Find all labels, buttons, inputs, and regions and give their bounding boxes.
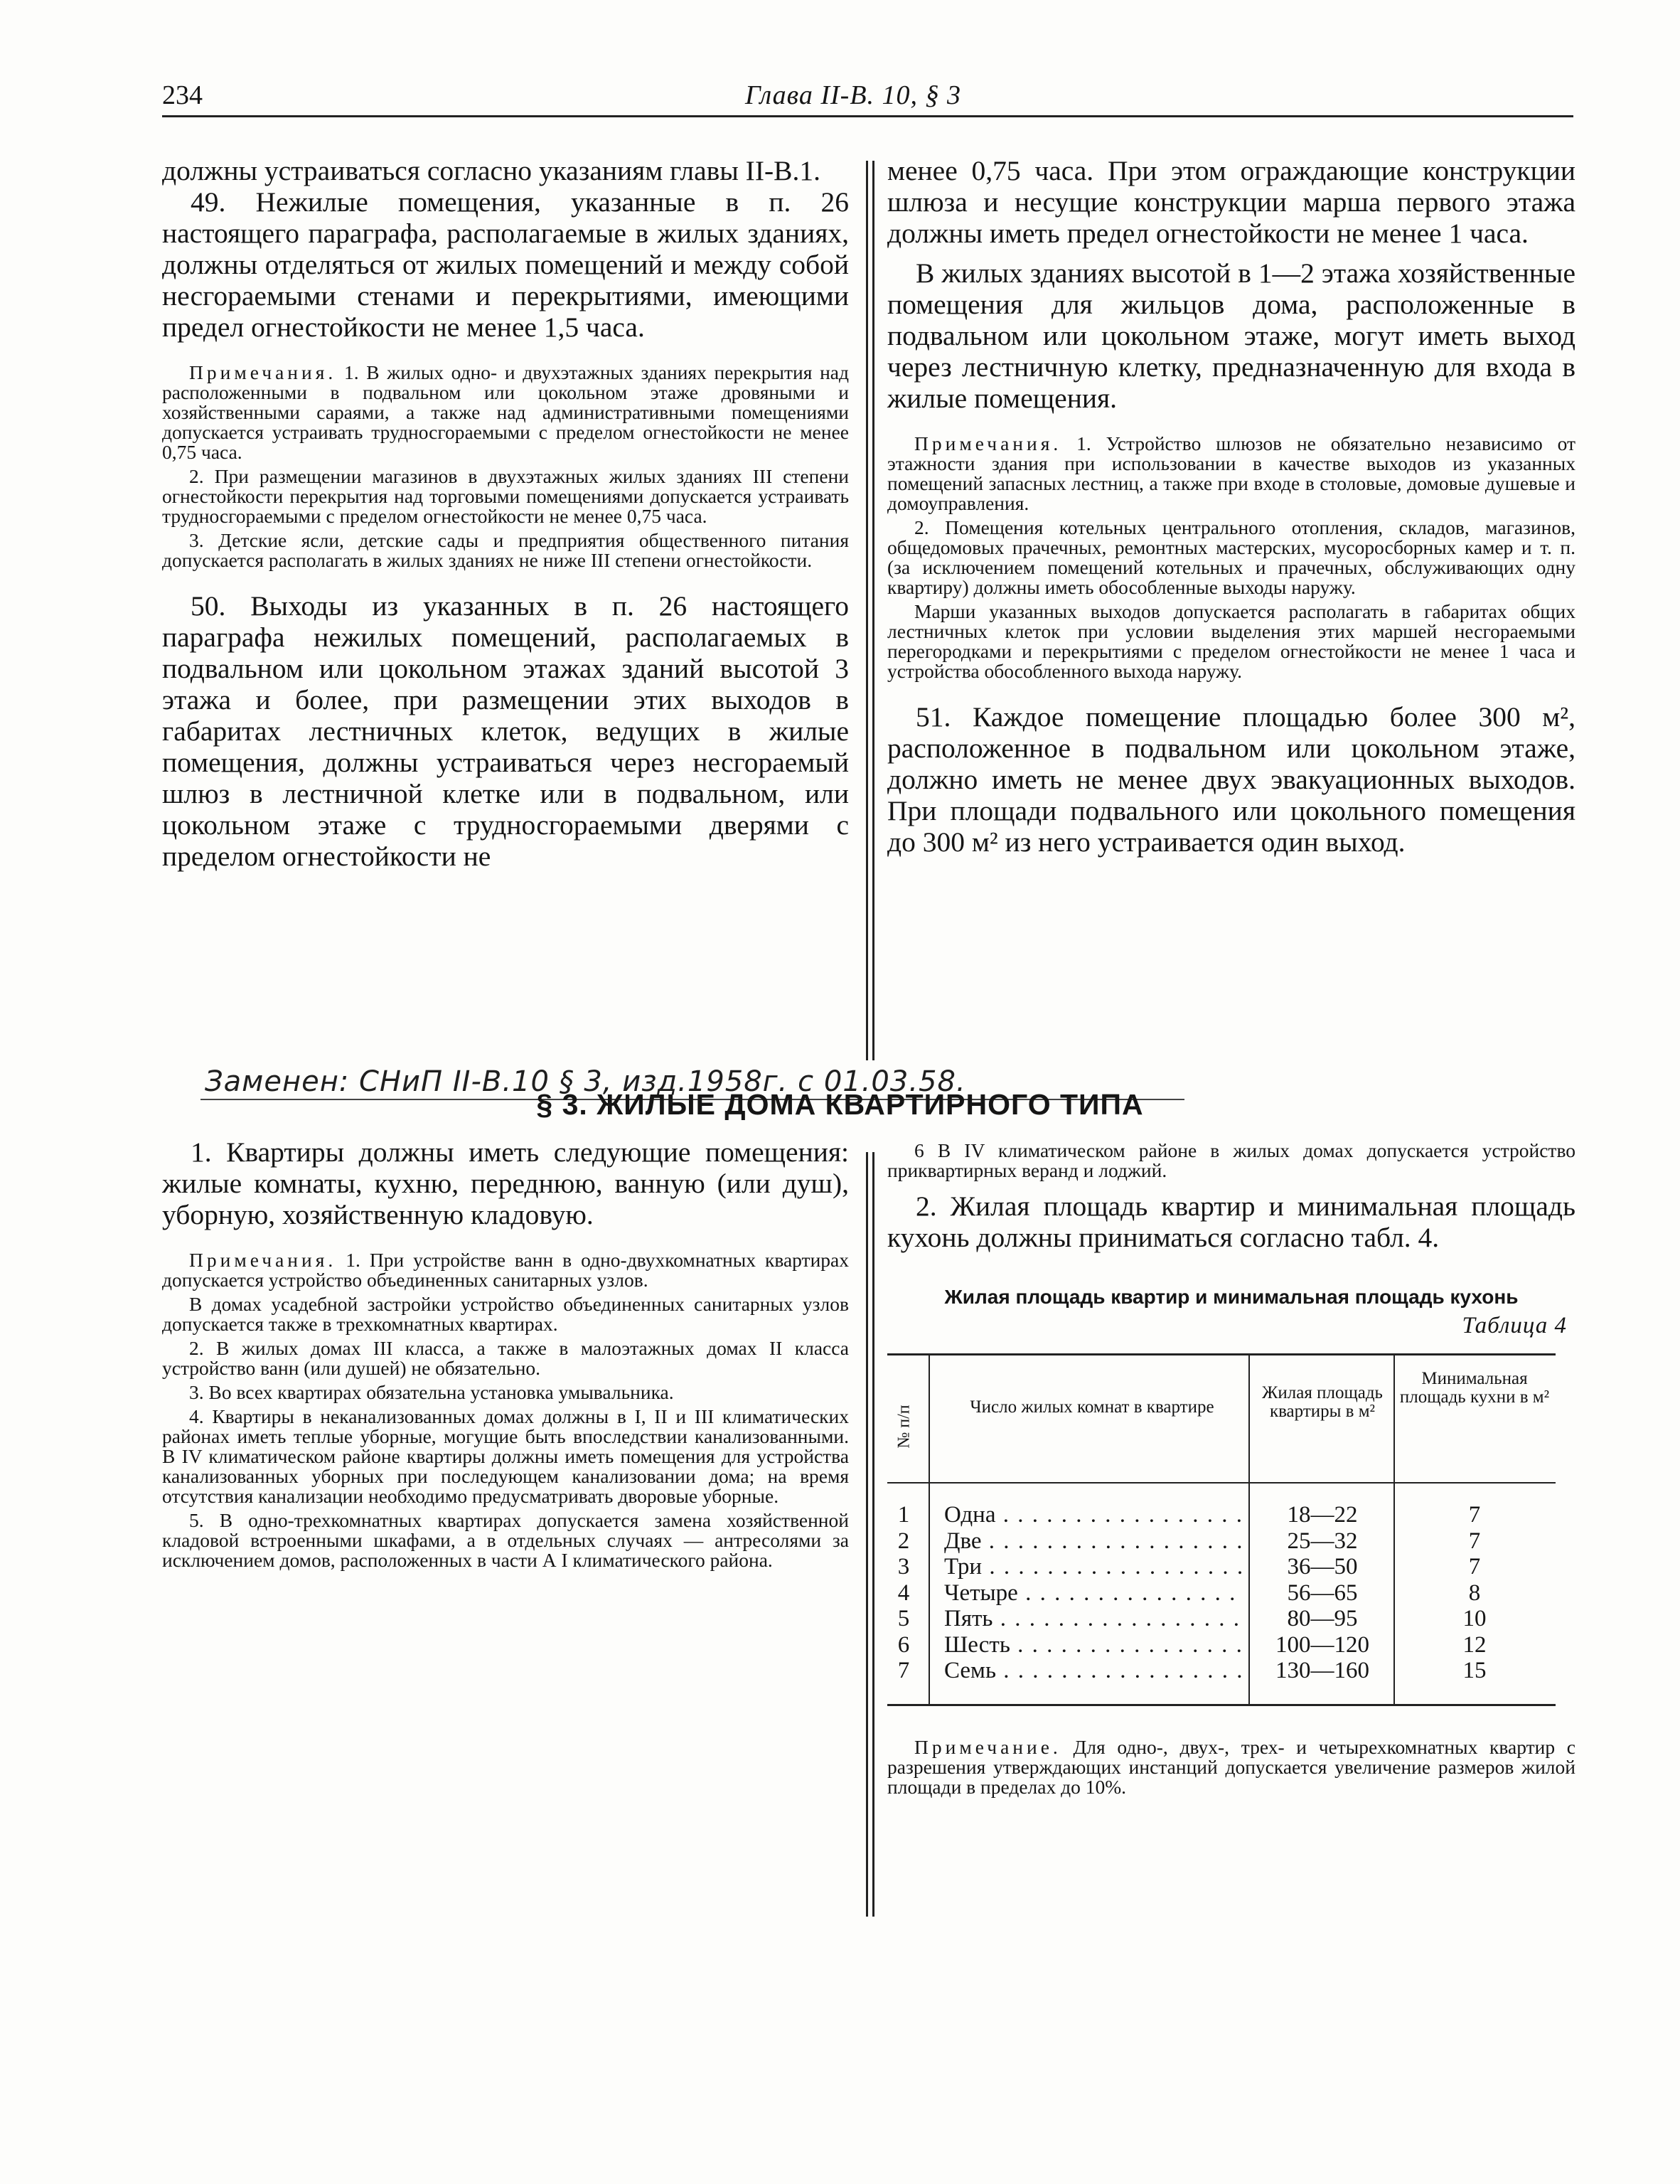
note-b1 <box>162 1250 849 1290</box>
cell-kitchen: 8 <box>1468 1580 1481 1606</box>
paragraph-2: 2. Жилая площадь квартир и минимальная площадь кухонь должны приниматься согласно табл. 4. <box>887 1190 1575 1253</box>
table-note <box>887 1737 1575 1797</box>
notes-lead: Примечания. <box>189 361 337 383</box>
paragraph-49: 49. Нежилые помещения, указанные в п. 26 настоящего параграфа, располагаемые в жилых зданиях, должны отделяться от жилых помещений и между собой несгораемыми стенами и перекрытиями, имеющими предел огнестойкости не менее 1,5 часа. <box>162 186 849 343</box>
cell-area: 100—120 <box>1275 1631 1369 1658</box>
note-right-1-text: 1. Устройство шлюзов не обязательно независимо от этажности здания при использовании в качестве выходов из указанных помещений запасных лестниц, а также при входе в столовые, домовые душевые и домоуправления. <box>887 432 1576 514</box>
cell-rooms: Одна . . . <box>944 1502 1243 1528</box>
header-rooms: Число жилых комнат в квартире <box>970 1397 1214 1417</box>
cell-kitchen: 12 <box>1462 1631 1487 1658</box>
section-title: § 3. ЖИЛЫЕ ДОМА КВАРТИРНОГО ТИПА <box>536 1088 1144 1121</box>
cell-no: 1 <box>897 1502 910 1528</box>
notes-lead-bottom: Примечания. <box>189 1249 337 1271</box>
note-b4: 4. Квартиры в неканализованных домах должны в I, II и III климатических районах иметь теплые уборные, могущие быть впоследствии канализованными. В IV климатическом районе квартиры должны иметь помещения для устройства канализованных уборных при последующем канализовании дома; на время отсутствия канализации необходимо предусматривать дворовые уборные. <box>162 1405 849 1507</box>
cell-no: 2 <box>897 1528 910 1554</box>
cell-area: 130—160 <box>1275 1658 1369 1683</box>
paragraph-50: 50. Выходы из указанных в п. 26 настоящего параграфа нежилых помещений, располагаемых в подвальном или цокольном этажах зданий высотой 3 этажа и более, при размещении этих выходов в габаритах лестничных клеток, ведущих в жилые помещения, должны устраиваться через несгораемый шлюз в лестничной клетке или в подвальном, или цокольном этаже с трудносгораемыми дверями с пределом огнестойкости не <box>162 590 849 872</box>
note-right-2: 2. Помещения котельных центрального отопления, складов, магазинов, общедомовых прачечных, ремонтных мастерских, мусоросборных камер и т. п. (за исключением помещений котельных и прачечных, обслуживающих одну квартиру) должны иметь обособленные выходы наружу. <box>887 516 1575 598</box>
cell-no: 4 <box>897 1580 910 1606</box>
cell-kitchen: 7 <box>1468 1528 1481 1554</box>
note-3: 3. Детские ясли, детские сады и предприятия общественного питания допускается располагать в жилых зданиях не ниже III степени огнестойкости. <box>162 529 849 571</box>
cell-area: 56—65 <box>1287 1580 1358 1606</box>
cell-rooms: Две . . . <box>944 1528 1243 1554</box>
note-1-text: 1. В жилых одно- и двухэтажных зданиях перекрытия над расположенными в подвальном или цокольном этаже дровяными и хозяйственными сараями, а также над административными помещениями допускается устраивать трудносгораемыми с пределом огнестойкости не менее 0,75 часа. <box>162 361 849 463</box>
cell-area: 25—32 <box>1287 1528 1358 1554</box>
paragraph-continued: должны устраиваться согласно указаниям главы II-В.1. <box>162 155 820 186</box>
table-row <box>887 1658 1556 1683</box>
table-caption: Жилая площадь квартир и минимальная площадь кухонь <box>944 1286 1519 1308</box>
table-row <box>887 1606 1556 1631</box>
table-note-lead: Примечание. <box>914 1736 1061 1758</box>
note-right-2b: Марши указанных выходов допускается располагать в габаритах общих лестничных клеток при условии выделения этих маршей несгораемыми перегородками и перекрытиями с пределом огнестойкости не менее 1 часа и устройства обособленного выхода наружу. <box>887 600 1575 682</box>
paragraph-1: 1. Квартиры должны иметь следующие помещения: жилые комнаты, кухню, переднюю, ванную (или душ), уборную, хозяйственную кладовую. <box>162 1136 849 1230</box>
table-row <box>887 1528 1556 1554</box>
paragraph-continued-right: менее 0,75 часа. При этом ограждающие конструкции шлюза и несущие конструкции марша первого этажа должны иметь предел огнестойкости не менее 1 часа. <box>887 155 1575 249</box>
paragraph-51: 51. Каждое помещение площадью более 300 м², расположенное в подвальном или цокольном этаже, должно иметь не менее двух эвакуационных выходов. При площади подвального или цокольного помещения до 300 м² из него устраивается один выход. <box>887 701 1575 858</box>
cell-rooms: Четыре . . . <box>944 1580 1243 1606</box>
header-area: Жилая площадь квартиры в м² <box>1262 1383 1383 1421</box>
cell-no: 5 <box>897 1606 910 1631</box>
table-row <box>887 1580 1556 1606</box>
cell-rooms: Шесть . . . <box>944 1632 1243 1658</box>
note-right-1 <box>887 434 1575 513</box>
cell-no: 7 <box>897 1658 910 1683</box>
handwritten-annotation: Заменен: СНиП II-В.10 § 3, изд.1958г. с 01.03.58. <box>205 1065 966 1098</box>
table-row <box>887 1632 1556 1658</box>
column-right-bottom <box>887 1136 1575 1801</box>
running-title: Глава II-В. 10, § 3 <box>745 80 962 110</box>
header-kitchen: Минимальная площадь кухни в м² <box>1399 1369 1550 1407</box>
notes-lead-right: Примечания. <box>914 432 1062 454</box>
header-no: № п/п <box>895 1405 914 1449</box>
table-note-text: Для одно-, двух-, трех- и четырехкомнатных квартир с разрешения утверждающих инстанций допускается увеличение размеров жилой площади в пределах до 10%. <box>887 1736 1575 1798</box>
cell-rooms: Пять . . . <box>944 1606 1243 1631</box>
cell-kitchen: 7 <box>1468 1502 1481 1528</box>
table-row <box>887 1554 1556 1580</box>
cell-area: 36—50 <box>1287 1554 1358 1580</box>
header-rule <box>162 115 1573 117</box>
cell-area: 80—95 <box>1287 1606 1358 1631</box>
cell-kitchen: 10 <box>1462 1606 1487 1631</box>
note-b6: 6 В IV климатическом районе в жилых домах допускается устройство приквартирных веранд и лоджий. <box>887 1139 1575 1181</box>
cell-rooms: Семь . . . <box>944 1658 1243 1683</box>
note-b2: 2. В жилых домах III класса, а также в малоэтажных домах II класса устройство ванн (или душей) не обязательно. <box>162 1337 849 1379</box>
cell-no: 6 <box>897 1631 910 1658</box>
note-b1b: В домах усадебной застройки устройство объединенных санитарных узлов допускается также в трехкомнатных квартирах. <box>162 1293 849 1335</box>
column-divider-top <box>866 161 874 1060</box>
table-label: Таблица 4 <box>1462 1313 1567 1338</box>
page-number: 234 <box>162 80 203 110</box>
cell-kitchen: 15 <box>1462 1658 1487 1683</box>
column-left-top <box>162 155 849 872</box>
note-b5: 5. В одно-трехкомнатных квартирах допускается замена хозяйственной кладовой встроенными шкафами, а в отдельных случаях — антресолями за исключением домов, расположенных в части А I климатического района. <box>162 1509 849 1571</box>
note-1 <box>162 363 849 462</box>
paragraph-basement-exits: В жилых зданиях высотой в 1—2 этажа хозяйственные помещения для жильцов дома, расположенные в подвальном или цокольном этаже, могут иметь выход через лестничную клетку, предназначенную для входа в жилые помещения. <box>887 257 1575 414</box>
column-left-bottom <box>162 1136 849 1575</box>
table-4 <box>887 1353 1556 1706</box>
cell-no: 3 <box>897 1554 910 1580</box>
column-divider-bottom <box>866 1152 874 1917</box>
column-right-top <box>887 155 1575 858</box>
note-b1-text: 1. При устройстве ванн в одно-двухкомнатных квартирах допускается устройство объединенных санитарных узлов. <box>162 1249 849 1291</box>
cell-area: 18—22 <box>1287 1502 1358 1528</box>
table-row <box>887 1502 1556 1528</box>
cell-kitchen: 7 <box>1468 1554 1481 1580</box>
cell-rooms: Три . . . <box>944 1554 1243 1580</box>
table-header-rule <box>887 1482 1556 1483</box>
note-b3: 3. Во всех квартирах обязательна установка умывальника. <box>189 1381 674 1403</box>
note-2: 2. При размещении магазинов в двухэтажных жилых зданиях III степени огнестойкости перекрытия над торговыми помещениями допускается устраивать трудносгораемыми с пределом огнестойкости не менее 0,75 часа. <box>162 465 849 527</box>
